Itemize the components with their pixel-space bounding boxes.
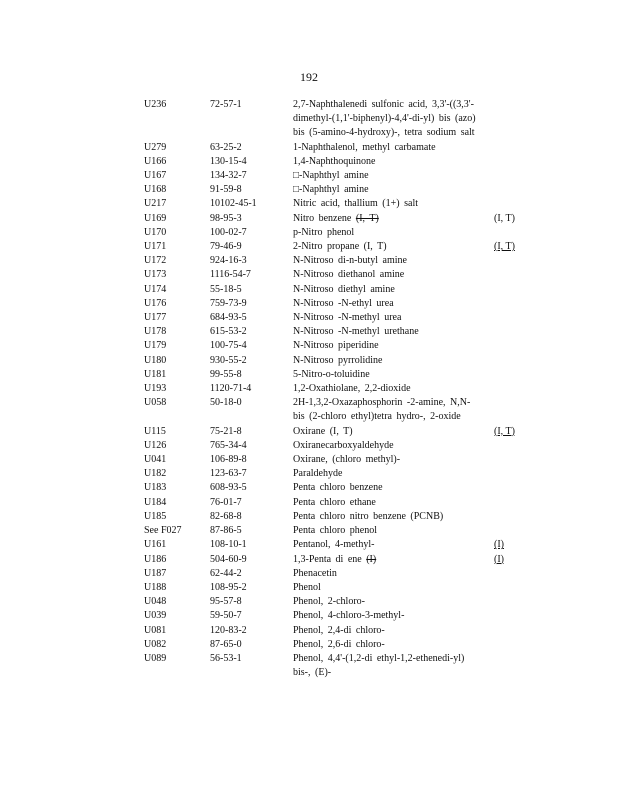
table-row [144,581,524,595]
chemical-name [293,425,481,439]
chemical-name [293,510,481,524]
waste-code: U166 [144,155,167,167]
table-row [144,553,524,567]
chemical-name-text: 1,4-Naphthoquinone [293,155,376,167]
chemical-name-text: N-Nitroso -N-ethyl urea [293,297,394,309]
chemical-name-text: N-Nitroso pyrrolidine [293,354,383,366]
table-row [144,98,524,141]
chemical-name-text: Paraldehyde [293,468,343,480]
table-row [144,567,524,581]
waste-code: U082 [144,638,167,650]
chemical-name [293,254,481,268]
waste-code: U184 [144,496,167,508]
chemical-name [293,197,481,211]
table-row [144,638,524,652]
chemical-name-text: p-Nitro phenol [293,226,355,238]
chemical-name-text: 2H-1,3,2-Oxazaphosphorin -2-amine, N,N-bis (2-chloro ethyl)tetra hydro-, 2-oxide [293,397,471,423]
waste-code: U161 [144,539,167,551]
table-row [144,339,524,353]
waste-code: U188 [144,581,167,593]
waste-code: U236 [144,99,167,110]
chemical-name [293,453,481,467]
waste-code: U185 [144,510,167,522]
table-row [144,481,524,495]
chemical-name-text: Penta chloro nitro benzene (PCNB) [293,510,444,522]
cas-number: 56-53-1 [210,652,242,664]
cas-number: 50-18-0 [210,397,242,409]
table-row [144,538,524,552]
table-row [144,254,524,268]
chemical-name [293,141,481,155]
cas-number: 120-83-2 [210,624,247,636]
cas-number: 100-75-4 [210,340,247,352]
waste-code: U041 [144,454,167,466]
chemical-name-text: N-Nitroso piperidine [293,340,379,352]
chemical-name [293,183,481,197]
cas-number: 87-86-5 [210,525,242,537]
table-row [144,297,524,311]
hazard-code: (I, T) [494,425,515,437]
hazardous-waste-table [144,98,524,680]
cas-number: 608-93-5 [210,482,247,494]
chemical-name [293,524,481,538]
waste-code: U186 [144,553,167,565]
waste-code: U173 [144,269,167,281]
cas-number: 123-63-7 [210,468,247,480]
table-row [144,268,524,282]
chemical-name [293,169,481,183]
chemical-name [293,553,481,567]
chemical-name [293,212,481,226]
struck-hazard-code: (I) [366,553,377,565]
cas-number: 98-95-3 [210,212,242,224]
cas-number: 99-55-8 [210,368,242,380]
waste-code: U058 [144,397,167,409]
waste-code: See F027 [144,525,182,537]
waste-code: U115 [144,425,166,437]
waste-code: U172 [144,255,167,267]
chemical-name [293,496,481,510]
waste-code: U089 [144,652,167,664]
chemical-name-text: Phenol, 4-chloro-3-methyl- [293,610,405,622]
table-row [144,510,524,524]
waste-code: U167 [144,170,167,182]
cas-number: 504-60-9 [210,553,247,565]
chemical-name-text: Oxirane, (chloro methyl)- [293,454,401,466]
chemical-name [293,467,481,481]
cas-number: 759-73-9 [210,297,247,309]
chemical-name-text: Nitro benzene [293,212,352,224]
cas-number: 108-95-2 [210,581,247,593]
chemical-name-text: 2-Nitro propane (I, T) [293,241,387,253]
table-row [144,226,524,240]
waste-code: U081 [144,624,167,636]
chemical-name-text: 2,7-Naphthalenedi sulfonic acid, 3,3'-((3,3'-dimethyl-(1,1'-biphenyl)-4,4'-di-yl) bis (azo) bis (5-amino-4-hydroxy)-, tetra sodium salt [293,99,476,139]
chemical-name [293,624,481,638]
chemical-name [293,155,481,169]
chemical-name [293,339,481,353]
chemical-name [293,368,481,382]
chemical-name-text: 5-Nitro-o-toluidine [293,368,370,380]
struck-hazard-code: (I, T) [355,212,379,224]
hazard-code: (I, T) [494,212,515,224]
table-row [144,425,524,439]
cas-number: 91-59-8 [210,184,242,196]
table-row [144,311,524,325]
table-row [144,595,524,609]
chemical-name [293,311,481,325]
cas-number: 130-15-4 [210,155,247,167]
cas-number: 106-89-8 [210,454,247,466]
table-row [144,382,524,396]
chemical-name-text: Penta chloro benzene [293,482,383,494]
cas-number: 63-25-2 [210,141,242,153]
chemical-name [293,609,481,623]
waste-code: U217 [144,198,167,210]
chemical-name-text: Oxirane (I, T) [293,425,353,437]
table-row [144,396,524,424]
chemical-name [293,581,481,595]
cas-number: 82-68-8 [210,510,242,522]
chemical-name-text: N-Nitroso diethanol amine [293,269,405,281]
cas-number: 108-10-1 [210,539,247,551]
waste-code: U048 [144,596,167,608]
table-row [144,240,524,254]
table-row [144,609,524,623]
cas-number: 75-21-8 [210,425,242,437]
cas-number: 59-50-7 [210,610,242,622]
chemical-name [293,268,481,282]
waste-code: U187 [144,567,167,579]
chemical-name [293,226,481,240]
table-row [144,453,524,467]
table-row [144,496,524,510]
waste-code: U182 [144,468,167,480]
chemical-name-text: Phenol, 2,6-di chloro- [293,638,385,650]
cas-number: 62-44-2 [210,567,242,579]
chemical-name [293,325,481,339]
cas-number: 10102-45-1 [210,198,257,210]
chemical-name [293,240,481,254]
waste-code: U170 [144,226,167,238]
page-number: 192 [300,70,318,84]
table-row [144,169,524,183]
chemical-name-text: N-Nitroso -N-methyl urea [293,312,402,324]
chemical-name-text: N-Nitroso diethyl amine [293,283,395,295]
chemical-name [293,283,481,297]
chemical-name [293,638,481,652]
table-row [144,212,524,226]
chemical-name-text: Oxiranecarboxyaldehyde [293,439,394,451]
chemical-name-text: Phenol, 2,4-di chloro- [293,624,385,636]
waste-code: U179 [144,340,167,352]
chemical-name-text: Penta chloro ethane [293,496,376,508]
chemical-name [293,439,481,453]
waste-code: U181 [144,368,167,380]
chemical-name [293,481,481,495]
chemical-name-text: Phenol [293,581,321,593]
hazard-code: (I, T) [494,241,515,253]
cas-number: 684-93-5 [210,312,247,324]
waste-code: U177 [144,312,167,324]
cas-number: 100-02-7 [210,226,247,238]
chemical-name-text: N-Nitroso -N-methyl urethane [293,326,419,338]
chemical-name [293,396,481,424]
cas-number: 79-46-9 [210,241,242,253]
table-row [144,283,524,297]
waste-code: U174 [144,283,167,295]
cas-number: 765-34-4 [210,439,247,451]
chemical-name-text: □-Naphthyl amine [293,184,369,196]
chemical-name-text: Pentanol, 4-methyl- [293,539,375,551]
cas-number: 1120-71-4 [210,383,252,395]
cas-number: 95-57-8 [210,596,242,608]
cas-number: 615-53-2 [210,326,247,338]
waste-code: U183 [144,482,167,494]
table-row [144,368,524,382]
cas-number: 76-01-7 [210,496,242,508]
chemical-name [293,98,481,141]
chemical-name-text: Nitric acid, thallium (1+) salt [293,198,418,210]
chemical-name [293,652,481,680]
table-row [144,524,524,538]
table-row [144,197,524,211]
hazard-code: (I) [494,539,504,551]
waste-code: U168 [144,184,167,196]
table-row [144,354,524,368]
chemical-name-text: Phenol, 4,4'-(1,2-di ethyl-1,2-ethenedi-yl) bis-, (E)- [293,652,465,679]
cas-number: 72-57-1 [210,99,242,110]
table-row [144,183,524,197]
chemical-name [293,297,481,311]
cas-number: 55-18-5 [210,283,242,295]
chemical-name-text: 1-Naphthalenol, methyl carbamate [293,141,436,153]
chemical-name [293,382,481,396]
chemical-name [293,354,481,368]
cas-number: 930-55-2 [210,354,247,366]
chemical-name-text: Phenacetin [293,567,337,579]
waste-code: U176 [144,297,167,309]
waste-code: U193 [144,383,167,395]
table-row [144,141,524,155]
chemical-name-text: 1,2-Oxathiolane, 2,2-dioxide [293,383,411,395]
table-row [144,325,524,339]
table-row [144,652,524,680]
waste-code: U126 [144,439,167,451]
cas-number: 1116-54-7 [210,269,251,281]
chemical-name-text: N-Nitroso di-n-butyl amine [293,255,407,267]
chemical-name-text: Phenol, 2-chloro- [293,596,365,608]
waste-code: U180 [144,354,167,366]
waste-code: U169 [144,212,167,224]
chemical-name [293,595,481,609]
waste-code: U279 [144,141,167,153]
chemical-name [293,538,481,552]
waste-code: U178 [144,326,167,338]
chemical-name-text: □-Naphthyl amine [293,170,369,182]
table-row [144,439,524,453]
cas-number: 87-65-0 [210,638,242,650]
waste-code: U039 [144,610,167,622]
waste-code: U171 [144,241,167,253]
chemical-name-text: Penta chloro phenol [293,525,377,537]
table-row [144,624,524,638]
cas-number: 134-32-7 [210,170,247,182]
table-row [144,155,524,169]
cas-number: 924-16-3 [210,255,247,267]
table-row [144,467,524,481]
chemical-name [293,567,481,581]
chemical-name-text: 1,3-Penta di ene [293,553,362,565]
hazard-code: (I) [494,553,504,565]
